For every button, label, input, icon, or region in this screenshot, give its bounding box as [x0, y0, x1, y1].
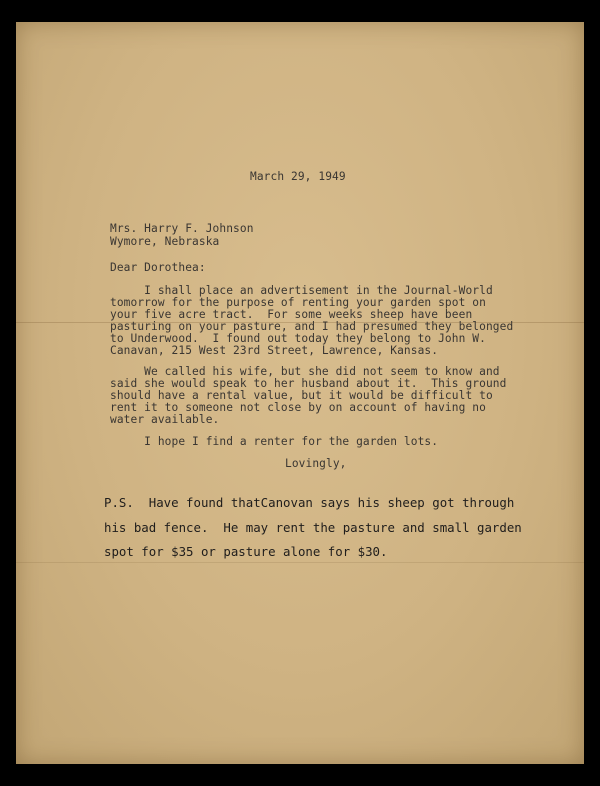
- paragraph-line: Canavan, 215 West 23rd Street, Lawrence, Kansas.: [110, 344, 439, 357]
- recipient-city: Wymore, Nebraska: [110, 235, 220, 248]
- letter-date: March 29, 1949: [250, 170, 346, 183]
- paragraph-line: your five acre tract. For some weeks sheep have been: [110, 308, 473, 321]
- paragraph-3: I hope I find a renter for the garden lots.: [110, 435, 439, 448]
- paragraph-line: water available.: [110, 413, 220, 426]
- recipient-name: Mrs. Harry F. Johnson: [110, 222, 254, 235]
- paragraph-line: said she would speak to her husband about it. This ground: [110, 377, 507, 390]
- postscript-line: spot for $35 or pasture alone for $30.: [104, 544, 388, 559]
- paragraph-line: should have a rental value, but it would be difficult to: [110, 389, 493, 402]
- closing: Lovingly,: [285, 457, 347, 470]
- paragraph-line: pasturing on your pasture, and I had presumed they belonged: [110, 320, 514, 333]
- paragraph-line: to Underwood. I found out today they belong to John W.: [110, 332, 486, 345]
- salutation: Dear Dorothea:: [110, 261, 206, 274]
- postscript-line: P.S. Have found thatCanovan says his sheep got through: [104, 495, 515, 510]
- postscript-line: his bad fence. He may rent the pasture and small garden: [104, 520, 522, 535]
- paper-crease: [16, 562, 584, 563]
- paragraph-line: I shall place an advertisement in the Journal-World: [110, 284, 493, 297]
- paragraph-line: tomorrow for the purpose of renting your garden spot on: [110, 296, 486, 309]
- paragraph-line: rent it to someone not close by on account of having no: [110, 401, 486, 414]
- paragraph-line: We called his wife, but she did not seem to know and: [110, 365, 500, 378]
